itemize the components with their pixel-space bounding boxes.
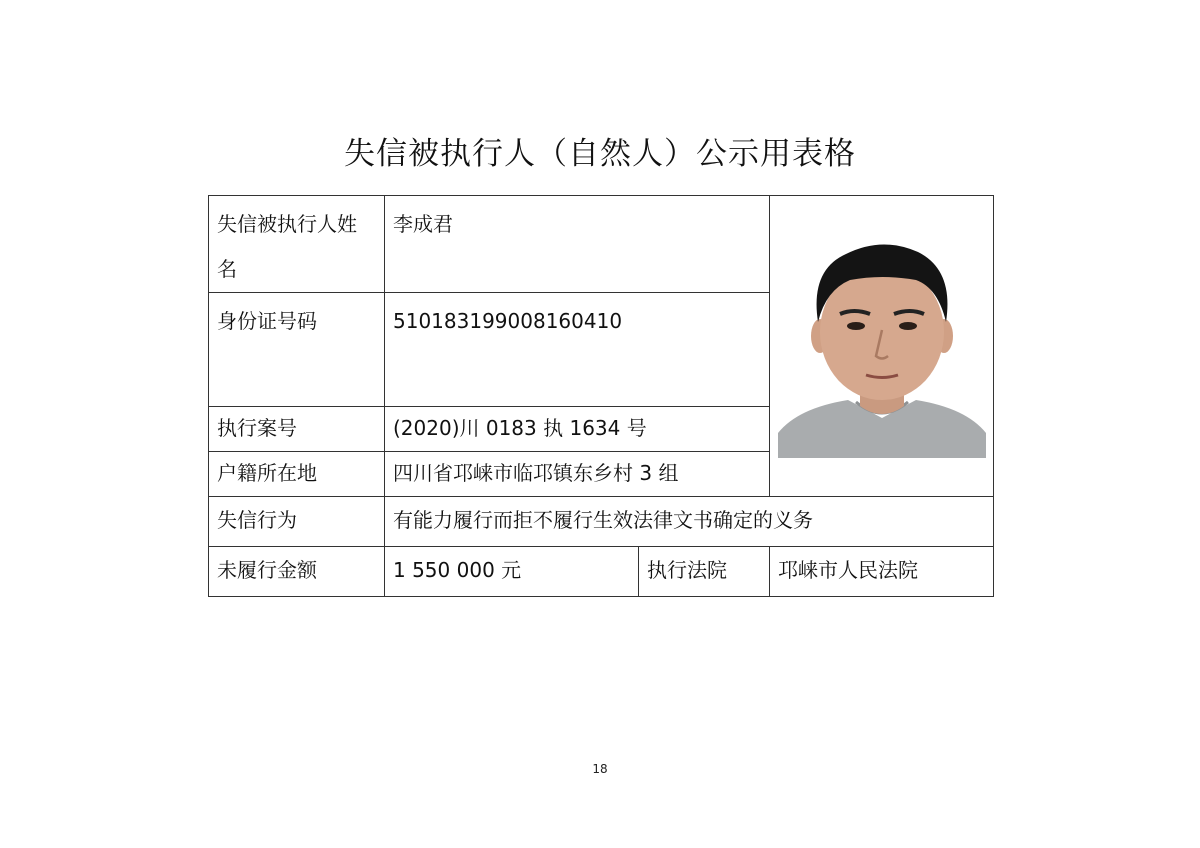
household-label: 户籍所在地 (209, 452, 385, 497)
info-table (208, 195, 994, 597)
conduct-label: 失信行为 (209, 497, 385, 547)
id-number-label: 身份证号码 (209, 293, 385, 407)
court-label: 执行法院 (639, 547, 770, 597)
table-row (209, 497, 994, 547)
table-row (209, 196, 994, 293)
court-value: 邛崃市人民法院 (770, 547, 994, 597)
name-label: 失信被执行人姓名 (209, 196, 385, 293)
conduct-value: 有能力履行而拒不履行生效法律文书确定的义务 (385, 497, 994, 547)
name-value: 李成君 (385, 196, 770, 293)
page-title: 失信被执行人（自然人）公示用表格 (344, 136, 856, 172)
page-number: 18 (592, 762, 608, 776)
id-number-value: 510183199008160410 (385, 293, 770, 407)
photo-cell (770, 196, 994, 497)
case-number-value: (2020)川 0183 执 1634 号 (385, 407, 770, 452)
person-portrait-icon (778, 218, 986, 458)
table-row (209, 547, 994, 597)
household-value: 四川省邛崃市临邛镇东乡村 3 组 (385, 452, 770, 497)
amount-value: 1 550 000 元 (385, 547, 639, 597)
amount-label: 未履行金额 (209, 547, 385, 597)
case-number-label: 执行案号 (209, 407, 385, 452)
